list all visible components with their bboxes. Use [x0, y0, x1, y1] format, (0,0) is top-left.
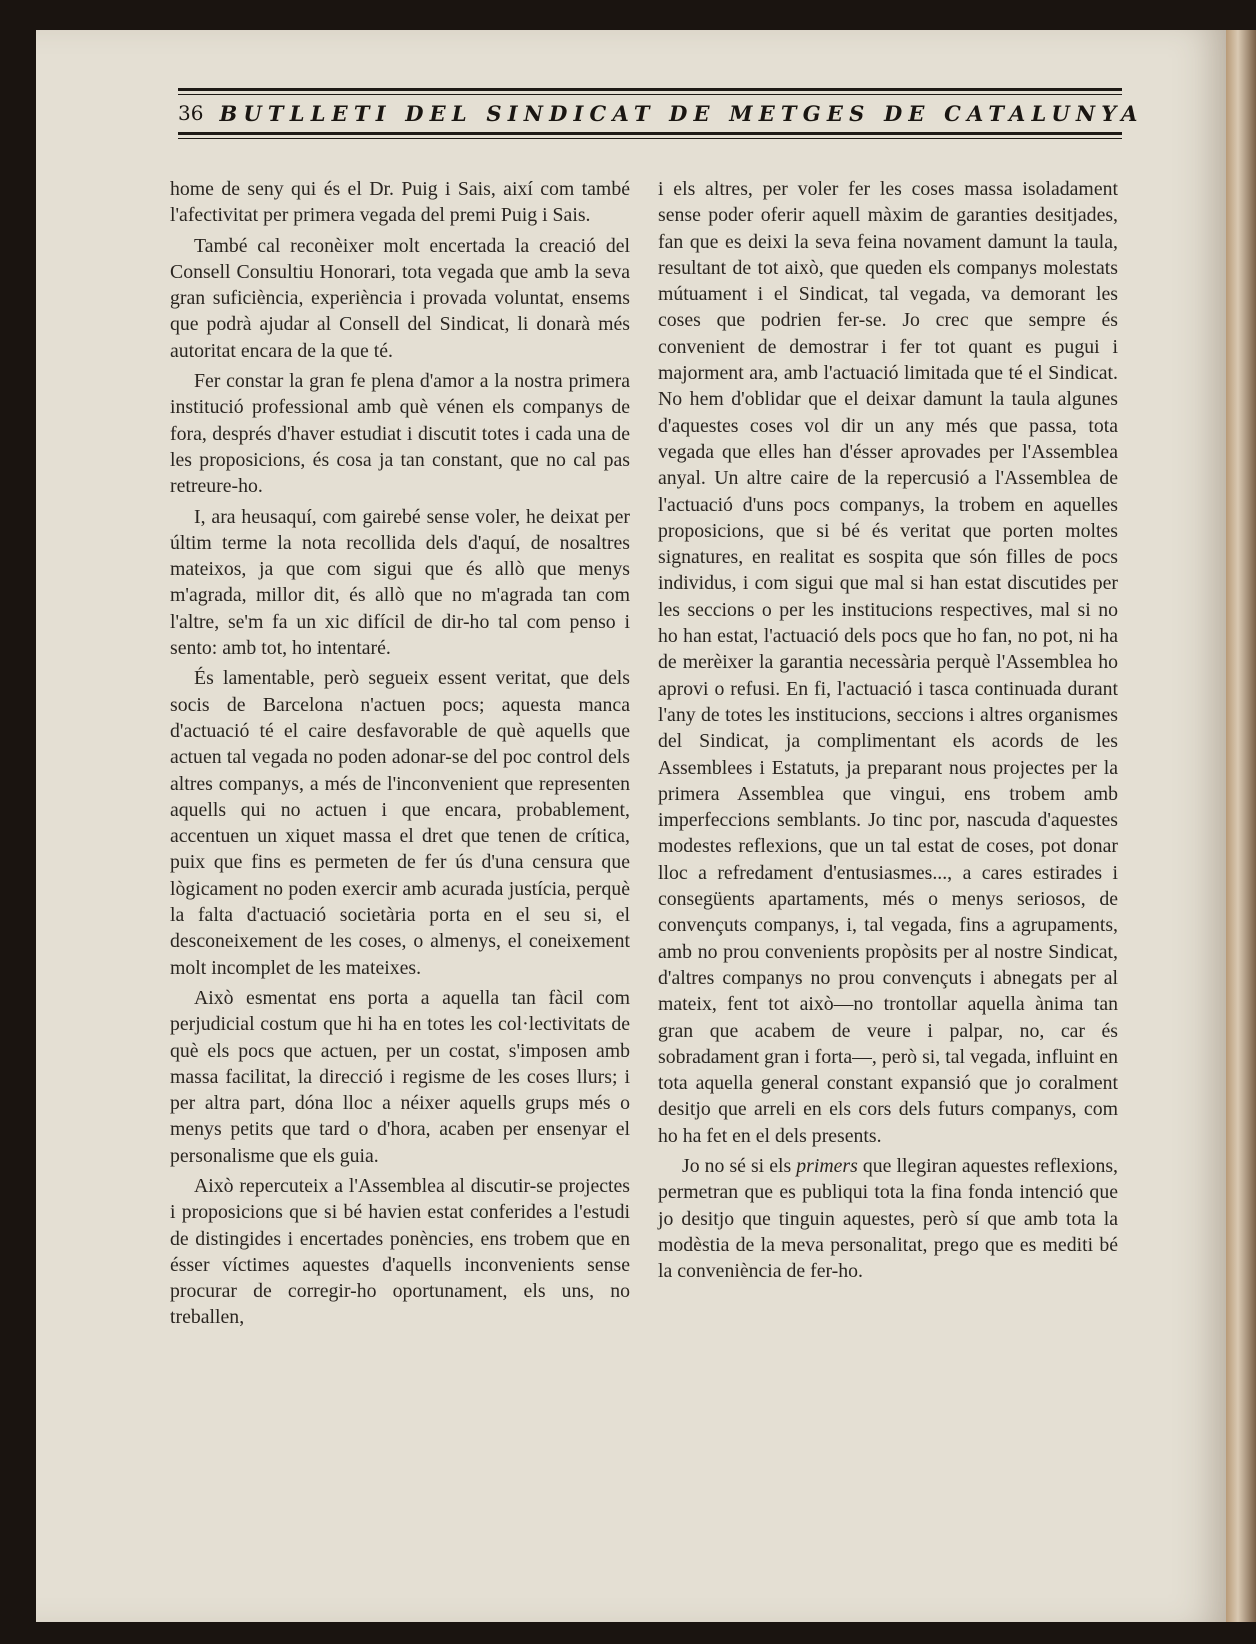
text-run: Jo no sé si els	[682, 1154, 797, 1177]
header-line	[178, 96, 1144, 130]
running-header	[178, 88, 1144, 148]
header-rule-bottom-thin	[178, 138, 1122, 139]
paragraph: Això repercuteix a l'Assemblea al discutir-se projectes i proposicions que si bé havien estat conferides a l'estudi de distingides i encertades ponències, ens trobem que en ésser víctimes aquestes d'aquells inconvenients sense procurar de corregir-ho oportunament, els uns, no treballen,	[170, 1174, 630, 1329]
italic-word: primers	[796, 1154, 858, 1177]
left-column	[170, 176, 630, 1331]
paragraph: i els altres, per voler fer les coses massa isoladament sense poder oferir aquell màxim de garanties desitjades, fan que es deixi la seva feina novament damunt la taula, resultant de tot això, que queden els companys molestats mútuament i el Sindicat, tal vegada, va demorant les coses que podrien fer-se. Jo crec que sempre és convenient de demostrar i fer tot quant es pugui i majorment ara, amb l'actuació limitada que té el Sindicat. No hem d'oblidar que el deixar damunt la taula algunes d'aquestes coses vol dir un any més que passa, tota vegada que elles han d'ésser aprovades per l'Assemblea anyal. Un altre caire de la repercusió a l'Assemblea de l'actuació d'uns pocs companys, la trobem en aquelles proposicions, que si bé és veritat que porten moltes signatures, en realitat es sospita que són filles de pocs individus, i com sigui que mal si han estat discutides per les seccions o per les institucions respectives, mal si no ho han estat, l'actuació dels pocs que ho fan, no pot, ni ha de merèixer la garantia necessària perquè l'Assemblea ho aprovi o refusi. En fi, l'actuació i tasca continuada durant l'any de totes les institucions, seccions i altres organismes del Sindicat, ja complimentant els acords de les Assemblees i Estatuts, ja preparant nous projectes per la primera Assemblea que vingui, ens trobem amb imperfeccions semblants. Jo tinc por, nascuda d'aquestes modestes reflexions, que un tal estat de coses, pot donar lloc a refredament d'entusiasmes..., a cares estirades i consegüents apartaments, més o menys seriosos, de convençuts companys, i, tal vegada, fins a agrupaments, amb no prou convenients propòsits per al nostre Sindicat, d'altres companys no prou convençuts i abnegats per al mateix, fent tot això—no trontollar aquella ànima tan gran que acabem de veure i palpar, no, car és sobradament gran i forta—, però si, tal vegada, influint en tota aquella general constant expansió que jo coralment desitjo que arreli en els cors dels futurs companys, com ho ha fet en el dels presents.	[658, 178, 1118, 1147]
paragraph: home de seny qui és el Dr. Puig i Sais, així com també l'afectivitat per primera vegada del premi Puig i Sais.	[170, 178, 630, 227]
right-column	[658, 176, 1118, 1284]
text-run: que llegiran aquestes reflexions, permetran que es publiqui tota la fina fonda intenció que jo desitjo que tinguin aquestes, però sí que amb tota la modèstia de la meva personalitat, prego que es mediti bé la conveniència de fer-ho.	[658, 1154, 1119, 1283]
header-rule-top-thin	[178, 94, 1122, 95]
paragraph: Això esmentat ens porta a aquella tan fàcil com perjudicial costum que hi ha en totes les col·lectivitats de què els pocs que actuen, per un costat, s'imposen amb massa facilitat, la direcció i regisme de les coses llurs; i per altra part, dóna lloc a néixer aquells grups més o menys petits que tard o d'hora, acaben per ensenyar el personalisme que els guia.	[170, 986, 630, 1167]
paragraph: Fer constar la gran fe plena d'amor a la nostra primera institució professional amb què vénen els companys de fora, després d'haver estudiat i discutit totes i cada una de les proposicions, és cosa ja tan constant, que no cal pas retreure-ho.	[170, 370, 630, 498]
paragraph	[658, 1153, 1118, 1284]
header-rule-top	[178, 88, 1122, 91]
page-number: 36	[178, 101, 204, 125]
book-spine-edge	[1226, 30, 1256, 1622]
header-rule-bottom	[178, 132, 1122, 135]
paragraph: És lamentable, però segueix essent veritat, que dels socis de Barcelona n'actuen pocs; aquesta manca d'actuació té el caire desfavorable de què aquells que actuen tal vegada no poden adonar-se del poc control dels altres companys, a més de l'inconvenient que representen aquells qui no actuen i que encara, probablement, accentuen un xiquet massa el dret que tenen de crítica, puix que fins es permeten de fer ús d'una censura que lògicament no poden exercir amb acurada justícia, perquè la falta d'actuació societària porta en el seu si, el desconeixement de les coses, o almenys, el coneixement molt incomplet de les mateixes.	[170, 667, 630, 979]
running-title: BUTLLETI DEL SINDICAT DE METGES DE CATALUNYA	[219, 100, 1144, 126]
paragraph: També cal reconèixer molt encertada la creació del Consell Consultiu Honorari, tota vegada que amb la seva gran suficiència, experiència i provada voluntat, ensems que podrà ajudar al Consell del Sindicat, li donarà més autoritat encara de la que té.	[170, 234, 630, 362]
paragraph: I, ara heusaquí, com gairebé sense voler, he deixat per últim terme la nota recollida dels d'aquí, de nosaltres mateixos, ja que com sigui que és allò que menys m'agrada, millor dit, és allò que no m'agrada tan com l'altre, se'm fa un xic difícil de dir-ho tal com penso i sento: amb tot, ho intentaré.	[170, 505, 630, 660]
